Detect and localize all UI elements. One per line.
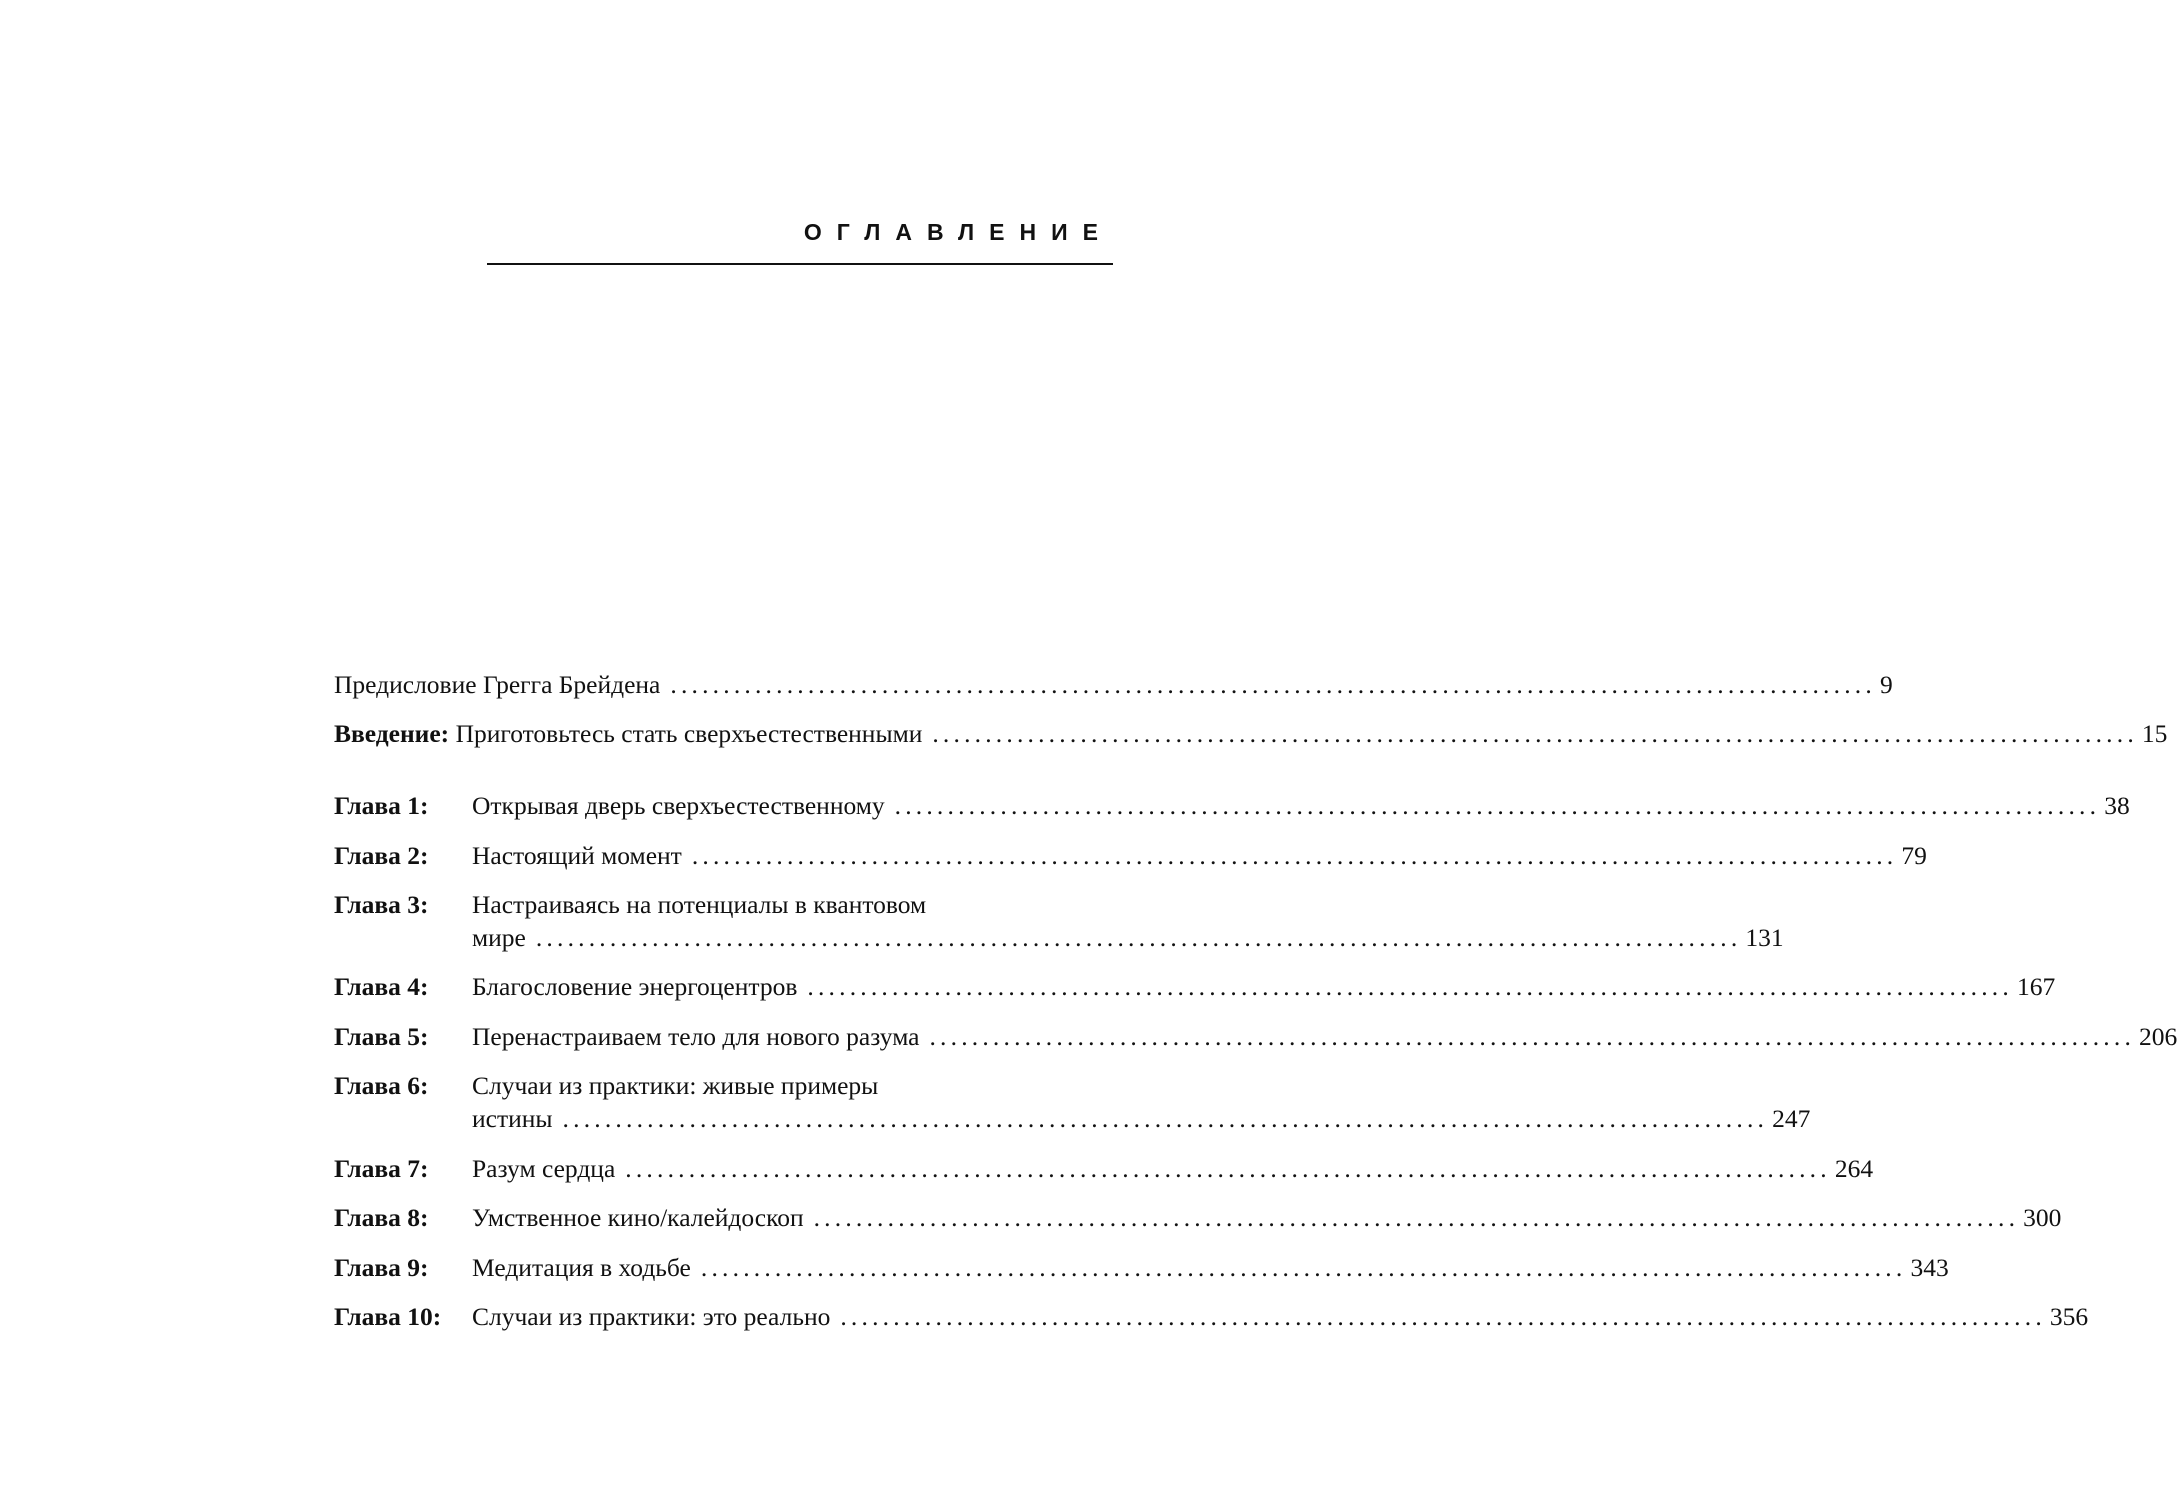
- toc-entry-label: Глава 1:: [334, 791, 429, 820]
- toc-entry-line: [472, 1301, 2089, 1333]
- toc-entry-label: Глава 7:: [334, 1154, 429, 1183]
- toc-entry-title: истины: [472, 1104, 553, 1133]
- toc-entry-line: [334, 669, 1893, 701]
- dot-leader: ..................................................................................................................: [700, 1253, 1907, 1282]
- toc-entry-label: Введение:: [334, 719, 450, 748]
- dot-leader: ..................................................................................................................: [670, 670, 1876, 699]
- toc-entry-line: [472, 1252, 1949, 1284]
- toc-entry-title: Настоящий момент: [472, 841, 682, 870]
- toc-entry-label: Глава 5:: [334, 1022, 429, 1051]
- toc-entry-title: Благословение энергоцентров: [472, 972, 798, 1001]
- toc-entry-chapter-3[interactable]: [334, 889, 1784, 955]
- toc-entry-title: Открывая дверь сверхъестественному: [472, 791, 885, 820]
- toc-entry-line: [472, 1153, 1874, 1185]
- toc-entry-title: Разум сердца: [472, 1154, 616, 1183]
- toc-entry-page: 343: [1910, 1253, 1949, 1282]
- toc-entry-line: [472, 1202, 2062, 1234]
- toc-entry-page: 9: [1879, 670, 1893, 699]
- dot-leader: ..................................................................................................................: [932, 719, 2138, 748]
- toc-entry-line: [472, 971, 2056, 1003]
- toc-entry-page: 167: [2016, 972, 2056, 1001]
- dot-leader: ..................................................................................................................: [807, 972, 2013, 1001]
- toc-entry-label: Глава 3:: [334, 890, 429, 919]
- toc-entry-title: Медитация в ходьбе: [472, 1253, 691, 1282]
- toc-entry-line: [334, 718, 2168, 750]
- toc-entry-page: 206: [2139, 1022, 2177, 1051]
- toc-entry-title: Приготовьтесь стать сверхъестественными: [455, 719, 923, 748]
- toc-entry-label: Глава 2:: [334, 841, 429, 870]
- toc-entry-label: Глава 6:: [334, 1071, 429, 1100]
- toc-entry-title: Предисловие Грегга Брейдена: [334, 670, 661, 699]
- toc-entry-chapter-6[interactable]: [334, 1070, 1811, 1136]
- toc-entry-label: Глава 4:: [334, 972, 429, 1001]
- toc-entry-page: 300: [2023, 1203, 2062, 1232]
- toc-entry-title-line1: Настраиваясь на потенциалы в квантовом: [472, 890, 927, 919]
- toc-entry-title-line1: Случаи из практики: живые примеры: [472, 1071, 879, 1100]
- toc-entry-line: [472, 1103, 1811, 1135]
- toc-entry-label: Глава 8:: [334, 1203, 429, 1232]
- dot-leader: ..................................................................................................................: [562, 1104, 1769, 1133]
- dot-leader: ..................................................................................................................: [625, 1154, 1831, 1183]
- toc-entry-label: Глава 9:: [334, 1253, 429, 1282]
- title-rule: [487, 263, 1113, 265]
- dot-leader: ..................................................................................................................: [840, 1302, 2046, 1331]
- dot-leader: ..................................................................................................................: [813, 1203, 2020, 1232]
- dot-leader: ..................................................................................................................: [929, 1022, 2136, 1051]
- toc-entry-page: 38: [2104, 791, 2130, 820]
- toc-entry-line: [472, 840, 1927, 872]
- toc-entry-line: [472, 922, 1784, 954]
- toc-entry-page: 79: [1901, 841, 1927, 870]
- toc-entry-label: Глава 10:: [334, 1302, 442, 1331]
- dot-leader: ..................................................................................................................: [535, 923, 1742, 952]
- toc-entry-page: 131: [1745, 923, 1784, 952]
- toc-entry-title: Перенастраиваем тело для нового разума: [472, 1022, 920, 1051]
- toc-entry-title: мире: [472, 923, 526, 952]
- page-title: ОГЛАВЛЕНИЕ: [803, 219, 1113, 245]
- toc-entry-page: 15: [2141, 719, 2168, 748]
- toc-entry-title: Умственное кино/калейдоскоп: [472, 1203, 804, 1232]
- toc-entry-page: 356: [2049, 1302, 2089, 1331]
- toc-entry-line: [472, 790, 2130, 822]
- toc-entry-title: Случаи из практики: это реально: [472, 1302, 831, 1331]
- toc-entry-page: 264: [1834, 1154, 1874, 1183]
- toc-entry-page: 247: [1772, 1104, 1811, 1133]
- dot-leader: ..................................................................................................................: [691, 841, 1898, 870]
- toc-entry-line: [472, 1021, 2177, 1053]
- dot-leader: ..................................................................................................................: [894, 791, 2101, 820]
